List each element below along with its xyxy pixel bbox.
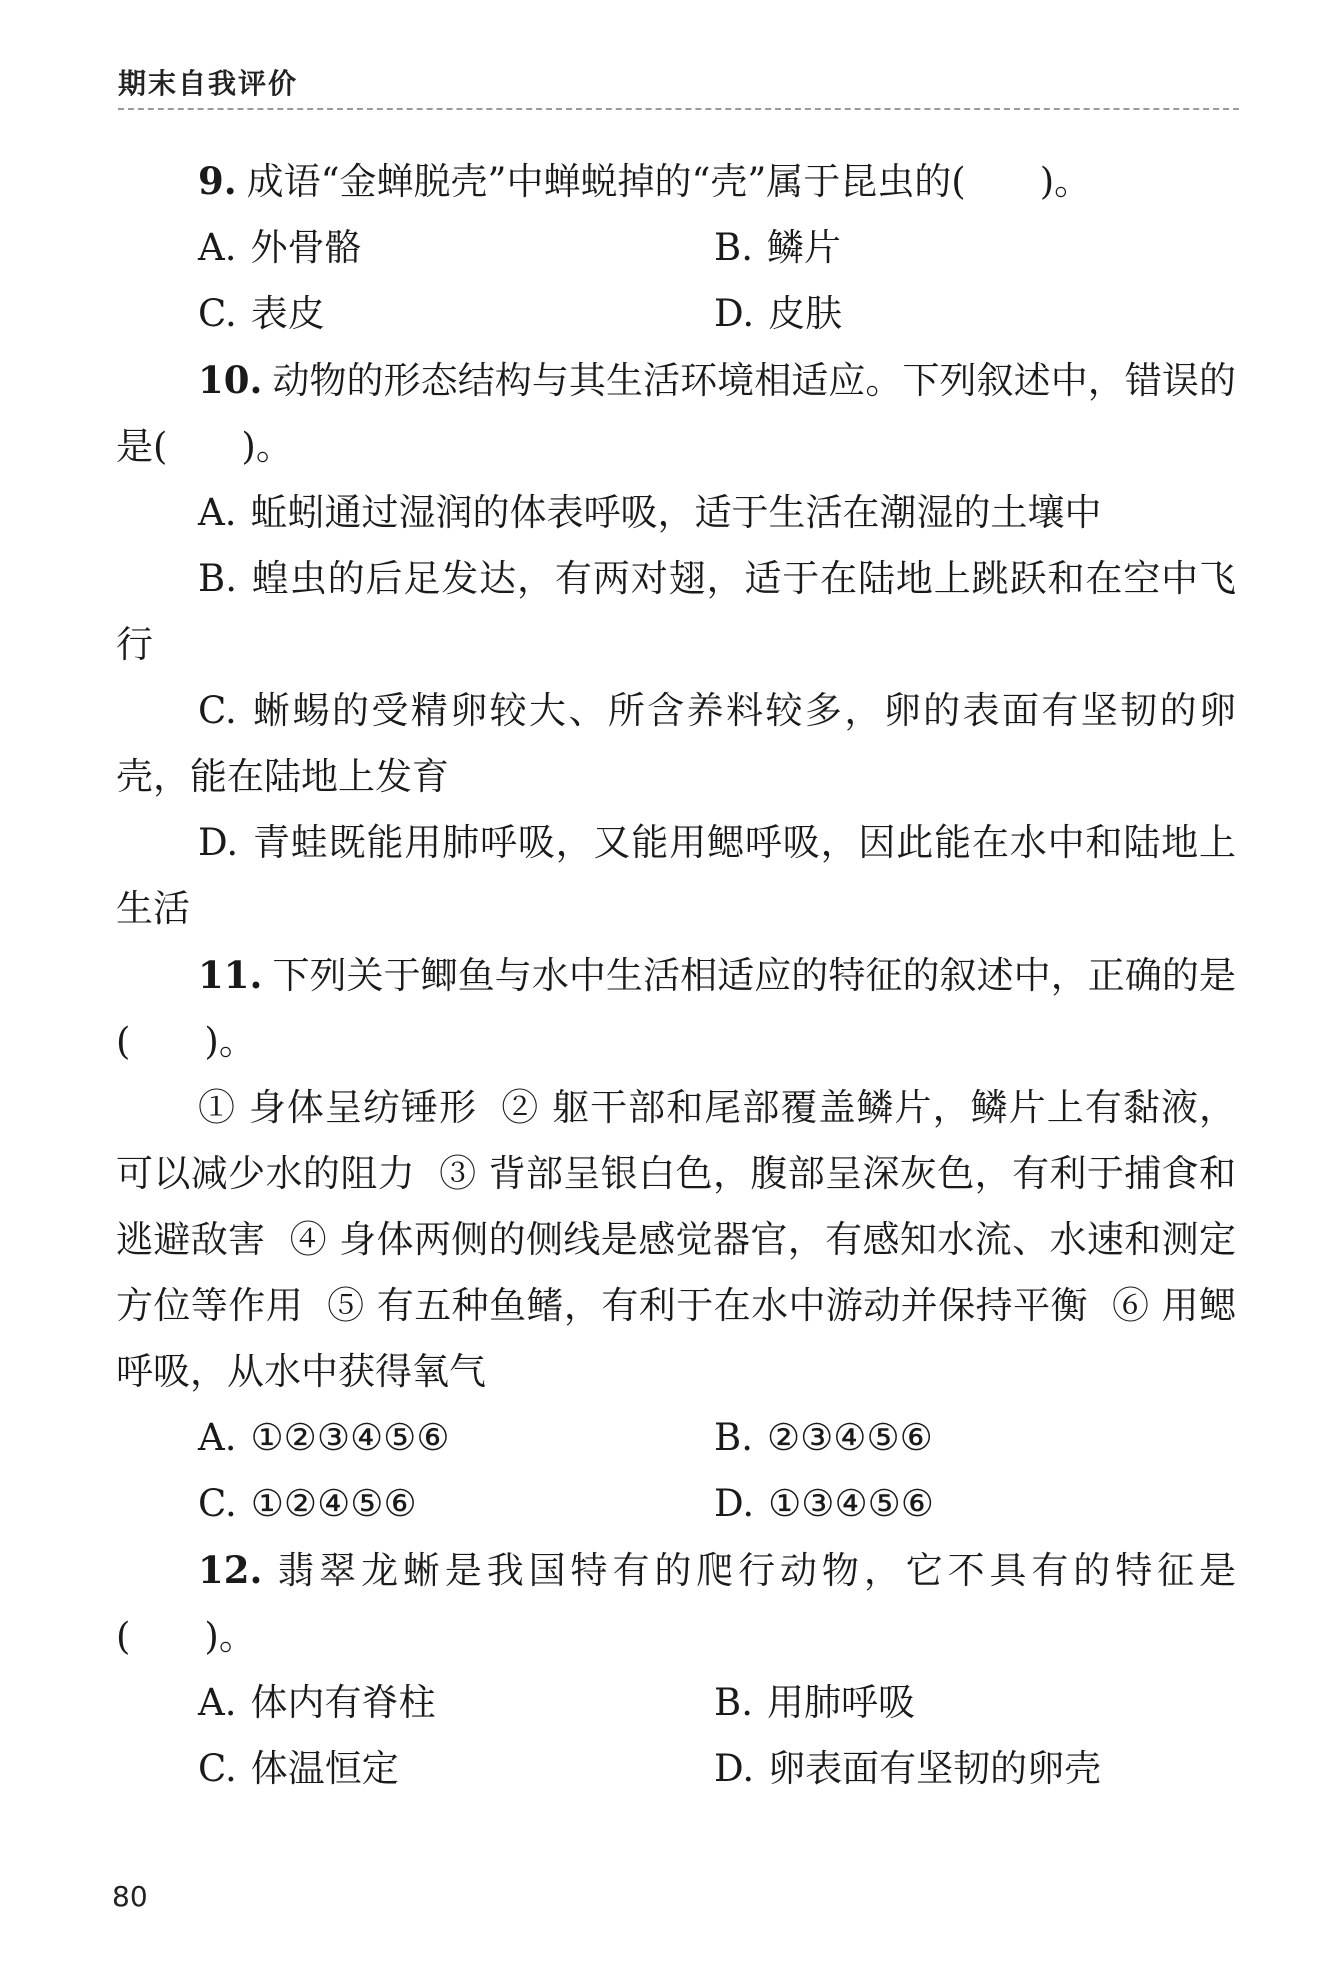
option-text: 表皮 [250,292,325,335]
option-text: 卵表面有坚韧的卵壳 [768,1747,1102,1790]
option-a [198,1670,714,1736]
option-letter: A. [198,491,237,534]
option-text: ①②④⑤⑥ [250,1482,417,1525]
option-letter: B. [714,226,753,269]
option-c [116,678,1236,810]
option-letter: A. [198,1681,237,1724]
option-letter: B. [714,1416,753,1459]
option-text: 鳞片 [766,226,841,269]
option-letter: B. [714,1681,753,1724]
statement-item: ⑤ 有五种鱼鳍，有利于在水中游动并保持平衡 [327,1284,1088,1327]
statement-item: ④ 身体两侧的侧线是感觉器官，有感知水流、水速和测定方位等作用 [116,1218,1237,1327]
option-c [198,1736,714,1802]
question-stem: 下列关于鲫鱼与水中生活相适应的特征的叙述中，正确的是( )。 [116,954,1236,1063]
option-text: 体温恒定 [250,1747,399,1790]
options-grid [116,1405,1236,1537]
option-letter: B. [198,557,237,600]
option-letter: C. [198,292,237,335]
statement-item: ③ 背部呈银白色，腹部呈深灰色，有利于捕食和逃避敌害 [116,1152,1237,1261]
options-grid [116,215,1236,347]
question-number: 11. [198,953,263,997]
question-stem: 成语“金蝉脱壳”中蝉蜕掉的“壳”属于昆虫的( )。 [246,160,1092,203]
statement-item: ② 躯干部和尾部覆盖鳞片，鳞片上有黏液，可以减少水的阻力 [116,1086,1236,1195]
option-text: 蜥蜴的受精卵较大、所含养料较多，卵的表面有坚韧的卵壳，能在陆地上发育 [116,689,1236,798]
option-letter: C. [198,1482,237,1525]
option-letter: D. [198,821,239,864]
option-d [714,1471,1234,1537]
section-header: 期末自我评价 [118,67,299,100]
option-b [714,1405,1234,1471]
option-text: ①②③④⑤⑥ [250,1416,450,1459]
option-c [198,1471,714,1537]
page-number: 80 [112,1880,148,1913]
option-letter: D. [714,1747,755,1790]
option-d [714,1736,1234,1802]
option-d [116,810,1236,942]
question-list [116,148,1236,1802]
question-stem: 翡翠龙蜥是我国特有的爬行动物，它不具有的特征是( )。 [116,1549,1236,1658]
question-11 [116,942,1236,1537]
option-letter: D. [714,292,755,335]
option-a [198,1405,714,1471]
statement-list [116,1075,1236,1405]
option-letter: D. [714,1482,755,1525]
option-b [116,546,1236,678]
option-a [198,215,714,281]
question-9 [116,148,1236,347]
option-letter: C. [198,689,237,732]
question-stem: 动物的形态结构与其生活环境相适应。下列叙述中，错误的是( )。 [116,359,1236,468]
statement-item: ① 身体呈纺锤形 [198,1086,478,1129]
option-text: ②③④⑤⑥ [766,1416,933,1459]
option-a [116,480,1236,546]
option-letter: C. [198,1747,237,1790]
option-text: 蚯蚓通过湿润的体表呼吸，适于生活在潮湿的土壤中 [250,491,1102,534]
option-text: 青蛙既能用肺呼吸，又能用鳃呼吸，因此能在水中和陆地上生活 [116,821,1236,930]
question-12 [116,1537,1236,1802]
option-text: 用肺呼吸 [766,1681,915,1724]
option-b [714,215,1234,281]
header-divider [118,108,1239,110]
option-c [198,281,714,347]
option-b [714,1670,1234,1736]
option-text: ①③④⑤⑥ [768,1482,934,1525]
option-letter: A. [198,226,237,269]
option-text: 蝗虫的后足发达，有两对翅，适于在陆地上跳跃和在空中飞行 [116,557,1236,666]
question-number: 9. [198,159,237,203]
option-letter: A. [198,1416,237,1459]
question-number: 10. [198,358,263,402]
options-grid [116,1670,1236,1802]
option-text: 皮肤 [768,292,843,335]
option-text: 体内有脊柱 [250,1681,436,1724]
question-number: 12. [198,1548,263,1592]
option-d [714,281,1234,347]
statement-item: ⑥ 用鳃呼吸，从水中获得氧气 [116,1284,1237,1393]
question-10 [116,347,1236,942]
option-text: 外骨骼 [250,226,362,269]
